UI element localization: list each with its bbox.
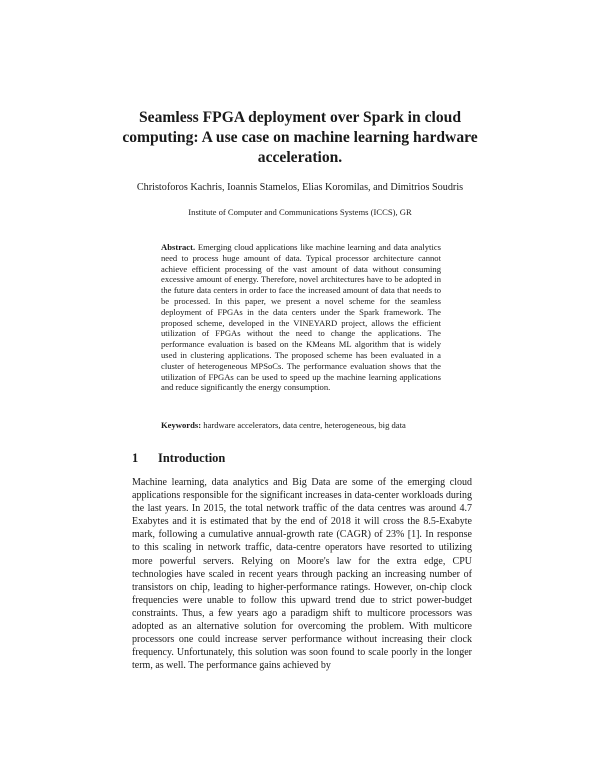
abstract-text: Emerging cloud applications like machine learning and data analytics need to process huge amount of data. Typical processor architecture cannot achieve efficient processing of the vast amount of data without consuming excessive amount of energy. Therefore, novel architectures have to be adopted in the future data centers in order to face the increased amount of data that needs to be processed. In this paper, we present a novel scheme for the seamless deployment of FPGAs in the data centers under the Spark framework. The proposed scheme, developed in the VINEYARD project, allows the efficient utilization of FPGAs without the need to change the applications. The performance evaluation is based on the KMeans ML algorithm that is widely used in clustering applications. The proposed scheme has been evaluated in a cluster of heterogeneous MPSoCs. The performance evaluation shows that the utilization of FPGAs can be used to speed up the machine learning applications and reduce significantly the energy consumption. <box>161 242 441 393</box>
affiliation: Institute of Computer and Communications Systems (ICCS), GR <box>188 207 412 217</box>
abstract-label: Abstract. <box>161 242 196 252</box>
paper-title: Seamless FPGA deployment over Spark in cloud computing: A use case on machine learning hardware acceleration. <box>122 109 478 166</box>
section-heading-introduction <box>132 450 472 466</box>
section-title: Introduction <box>158 451 226 465</box>
keywords-label: Keywords: <box>161 420 202 430</box>
introduction-paragraph: Machine learning, data analytics and Big Data are some of the emerging cloud applications responsible for the significant increases in data-center workloads during the last years. In 2015, the total network traffic of the data centres was around 4.7 Exabytes and it is estimated that by the end of 2018 it will cross the 8.5-Exabyte mark, following a cumulative annual-growth rate (CAGR) of 23% [1]. In response to this scaling in network traffic, data-centre operators have resorted to utilizing more powerful servers. Relying on Moore's law for the extra edge, CPU technologies have scaled in recent years through packing an increasing number of transistors on chip, leading to higher-performance ratings. However, on-chip clock frequencies were unable to follow this upward trend due to strict power-budget constraints. Thus, a few years ago a paradigm shift to multicore processors was adopted as an alternative solution for overcoming the problem. With multicore processors one could increase server performance without increasing their clock frequency. Unfortunately, this solution was soon found to scale poorly in the longer term, as well. The performance gains achieved by <box>132 477 472 672</box>
section-number: 1 <box>132 451 139 465</box>
abstract <box>161 242 441 393</box>
keywords <box>161 420 441 431</box>
keywords-text: hardware accelerators, data centre, heterogeneous, big data <box>203 420 406 430</box>
author-list: Christoforos Kachris, Ioannis Stamelos, Elias Koromilas, and Dimitrios Soudris <box>136 182 464 193</box>
